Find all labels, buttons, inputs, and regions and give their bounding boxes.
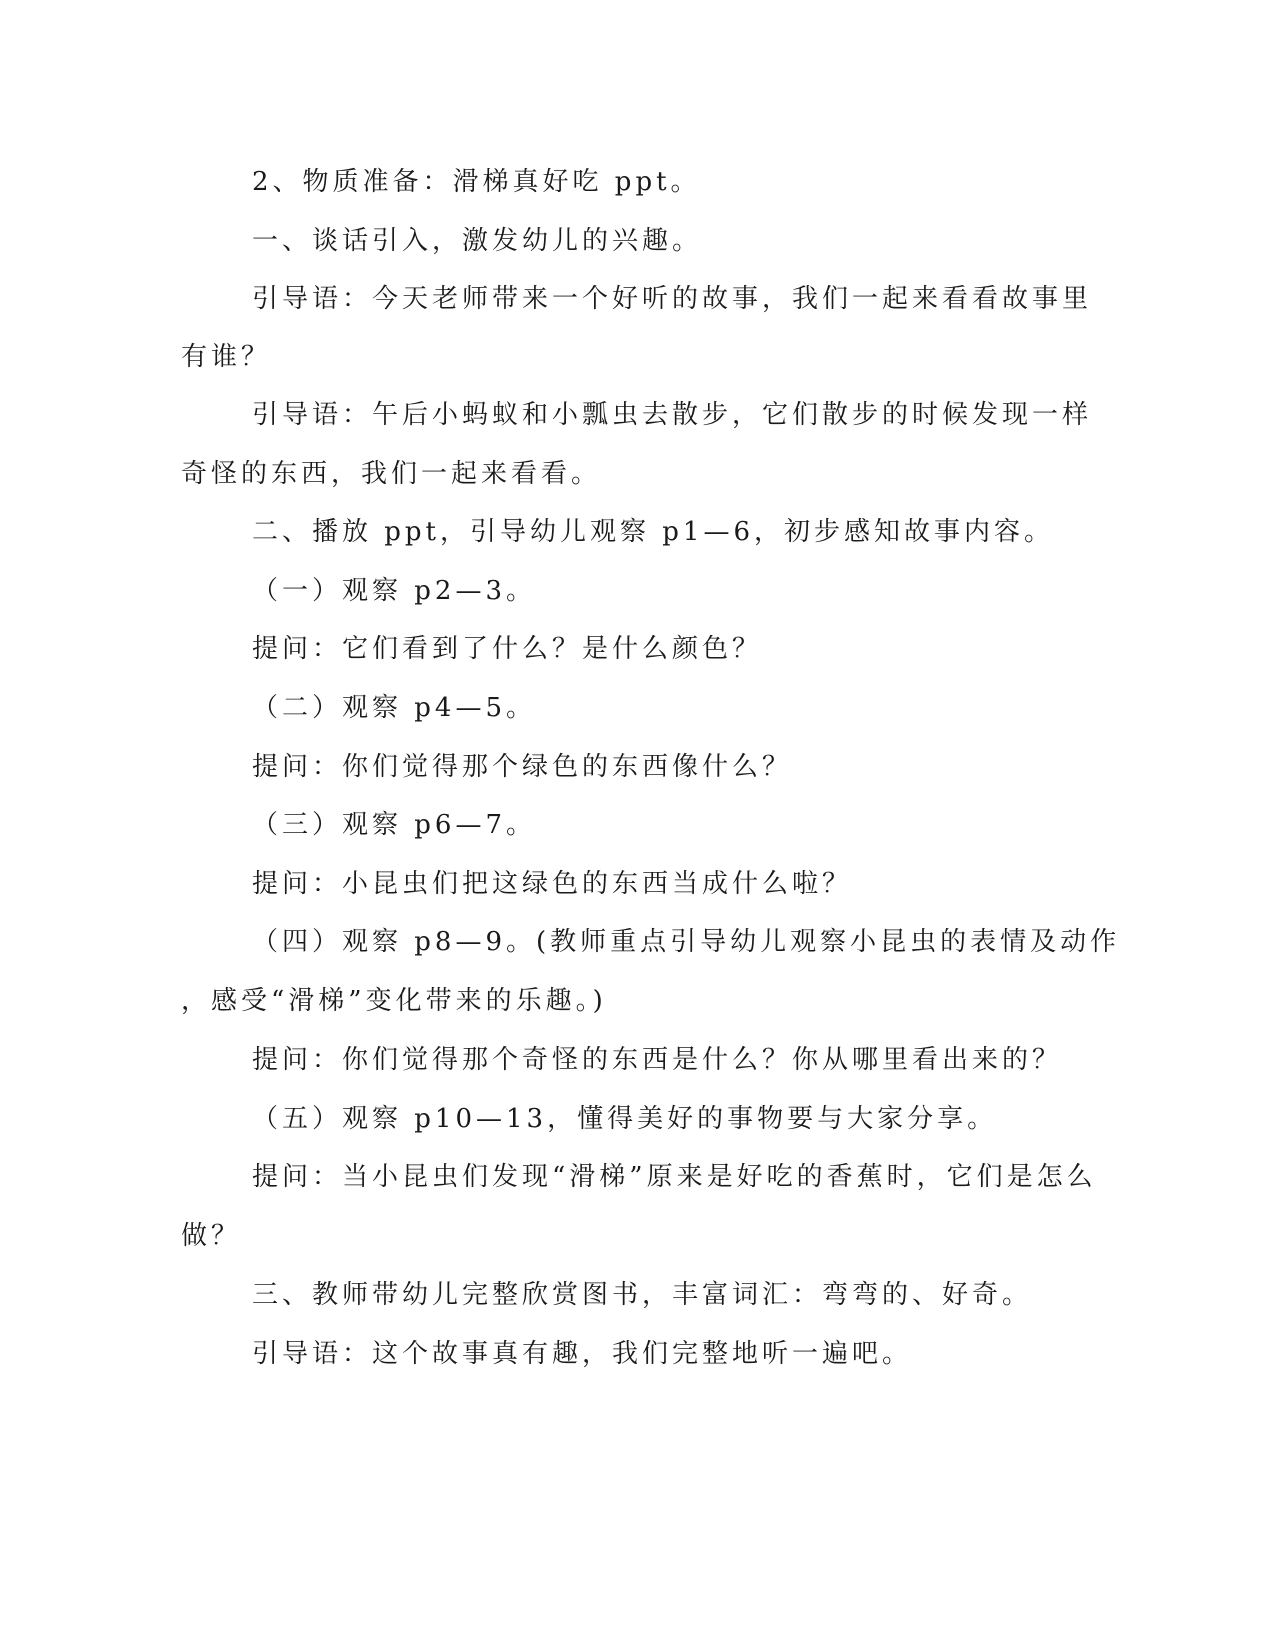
sub-heading-4-cont: ，感受“滑梯”变化带来的乐趣。) (181, 986, 607, 1016)
question-2: 提问：你们觉得那个绿色的东西像什么？ (252, 752, 793, 782)
paragraph-guide-1-cont: 有谁？ (181, 342, 272, 372)
sub-heading-5: （五）观察 p10—13，懂得美好的事物要与大家分享。 (252, 1104, 998, 1134)
sub-heading-2: （二）观察 p4—5。 (252, 693, 536, 723)
question-1: 提问：它们看到了什么？是什么颜色？ (252, 634, 763, 664)
question-3: 提问：小昆虫们把这绿色的东西当成什么啦？ (252, 869, 853, 899)
paragraph-guide-2: 引导语：午后小蚂蚁和小瓢虫去散步，它们散步的时候发现一样 (252, 400, 1093, 430)
question-5-cont: 做？ (181, 1221, 242, 1251)
paragraph-guide-3: 引导语：这个故事真有趣，我们完整地听一遍吧。 (252, 1339, 913, 1369)
sub-heading-1: （一）观察 p2—3。 (252, 576, 536, 606)
sub-heading-4: （四）观察 p8—9。(教师重点引导幼儿观察小昆虫的表情及动作 (252, 927, 1121, 957)
section-heading-2: 二、播放 ppt，引导幼儿观察 p1—6，初步感知故事内容。 (252, 517, 1054, 547)
sub-heading-3: （三）观察 p6—7。 (252, 810, 536, 840)
paragraph-materials: 2、物质准备：滑梯真好吃 ppt。 (252, 167, 701, 197)
section-heading-3: 三、教师带幼儿完整欣赏图书，丰富词汇：弯弯的、好奇。 (252, 1280, 1033, 1310)
question-5: 提问：当小昆虫们发现“滑梯”原来是好吃的香蕉时，它们是怎么 (252, 1162, 1097, 1192)
paragraph-guide-1: 引导语：今天老师带来一个好听的故事，我们一起来看看故事里 (252, 284, 1093, 314)
paragraph-guide-2-cont: 奇怪的东西，我们一起来看看。 (181, 459, 602, 489)
question-4: 提问：你们觉得那个奇怪的东西是什么？你从哪里看出来的？ (252, 1045, 1063, 1075)
section-heading-1: 一、谈话引入，激发幼儿的兴趣。 (252, 226, 703, 256)
